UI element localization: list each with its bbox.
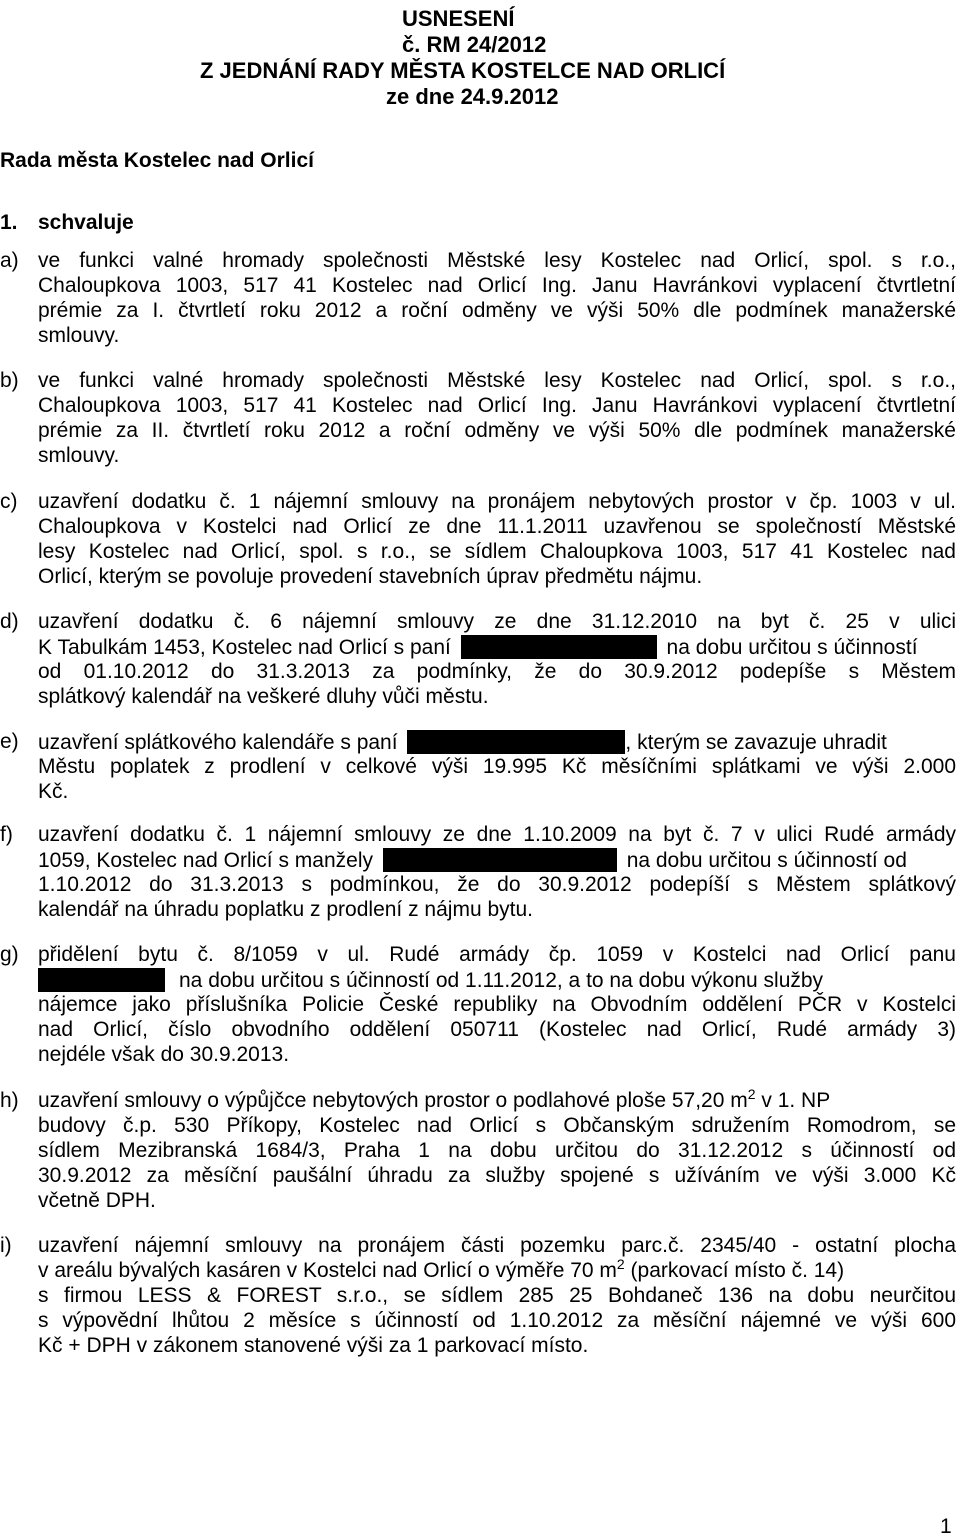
item-line: Chaloupkova 1003, 517 41 Kostelec nad Orlicí Ing. Janu Havránkovi vyplacení čtvrtletní — [38, 394, 956, 417]
item-line: od 01.10.2012 do 31.3.2013 za podmínky, že do 30.9.2012 podepíše s Městem — [38, 660, 956, 683]
item-line: smlouvy. — [38, 444, 120, 467]
item-line — [38, 635, 918, 660]
page-number: 1 — [940, 1515, 952, 1538]
item-label: b) — [0, 369, 19, 392]
redaction-bar — [461, 635, 657, 659]
item-line: přidělení bytu č. 8/1059 v ul. Rudé armády čp. 1059 v Kostelci nad Orlicí panu — [38, 943, 956, 966]
item-line: Kč + DPH v zákonem stanovené výši za 1 parkovací místo. — [38, 1334, 589, 1357]
document-subtitle: Z JEDNÁNÍ RADY MĚSTA KOSTELCE NAD ORLICÍ — [200, 58, 726, 83]
item-line: smlouvy. — [38, 324, 120, 347]
item-line: Orlicí, kterým se povoluje provedení stavebních úprav předmětu nájmu. — [38, 565, 703, 588]
item-line: prémie za I. čtvrtletí roku 2012 a roční odměny ve výši 50% dle podmínek manažerské — [38, 299, 956, 322]
item-line: lesy Kostelec nad Orlicí, spol. s r.o., se sídlem Chaloupkova 1003, 517 41 Kostelec nad — [38, 540, 956, 563]
item-line: ve funkci valné hromady společnosti Městské lesy Kostelec nad Orlicí, spol. s r.o., — [38, 369, 956, 392]
item-text: v areálu bývalých kasáren v Kostelci nad Orlicí o výměře 70 m — [38, 1259, 617, 1282]
superscript: 2 — [747, 1086, 756, 1102]
item-text: K Tabulkám 1453, Kostelec nad Orlicí s paní — [38, 636, 451, 659]
item-label: d) — [0, 610, 19, 633]
item-line: budovy č.p. 530 Příkopy, Kostelec nad Orlicí s Občanským sdružením Romodrom, se — [38, 1114, 956, 1137]
item-line: Chaloupkova 1003, 517 41 Kostelec nad Orlicí Ing. Janu Havránkovi vyplacení čtvrtletní — [38, 274, 956, 297]
section-title: schvaluje — [38, 211, 134, 234]
item-line: splátkový kalendář na veškeré dluhy vůči městu. — [38, 685, 489, 708]
item-line: kalendář na úhradu poplatku z prodlení z nájmu bytu. — [38, 898, 533, 921]
item-line: Kč. — [38, 780, 69, 803]
item-text: (parkovací místo č. 14) — [624, 1259, 845, 1282]
section-label: 1. — [0, 211, 18, 234]
item-line: s firmou LESS & FOREST s.r.o., se sídlem 285 25 Bohdaneč 136 na dobu neurčitou — [38, 1284, 956, 1307]
item-line: uzavření dodatku č. 1 nájemní smlouvy ze dne 1.10.2009 na byt č. 7 v ulici Rudé armády — [38, 823, 956, 846]
redaction-bar — [38, 968, 165, 992]
redaction-bar — [383, 848, 617, 872]
item-line: 1.10.2012 do 31.3.2013 s podmínkou, že do 30.9.2012 podepíší s Městem splátkový — [38, 873, 956, 896]
item-label: i) — [0, 1234, 12, 1257]
item-line — [38, 1086, 831, 1113]
superscript: 2 — [616, 1256, 625, 1272]
item-line: ve funkci valné hromady společnosti Městské lesy Kostelec nad Orlicí, spol. s r.o., — [38, 249, 956, 272]
item-line: uzavření nájemní smlouvy na pronájem části pozemku parc.č. 2345/40 - ostatní plocha — [38, 1234, 956, 1257]
item-line: 30.9.2012 za měsíční paušální úhradu za služby spojené s užíváním ve výši 3.000 Kč — [38, 1164, 956, 1187]
item-label: h) — [0, 1089, 19, 1112]
item-line — [38, 968, 823, 993]
redaction-bar — [407, 730, 625, 754]
item-line: prémie za II. čtvrtletí roku 2012 a roční odměny ve výši 50% dle podmínek manažerské — [38, 419, 956, 442]
item-line: sídlem Mezibranská 1684/3, Praha 1 na dobu určitou do 31.12.2012 s účinností od — [38, 1139, 956, 1162]
item-text: uzavření smlouvy o výpůjčce nebytových prostor o podlahové ploše 57,20 m — [38, 1089, 748, 1112]
item-label: e) — [0, 730, 19, 753]
item-text: uzavření splátkového kalendáře s paní — [38, 731, 398, 754]
item-line: uzavření dodatku č. 6 nájemní smlouvy ze dne 31.12.2010 na byt č. 25 v ulici — [38, 610, 956, 633]
document-title: USNESENÍ — [402, 6, 515, 31]
item-line: Městu poplatek z prodlení v celkové výši 19.995 Kč měsíčními splátkami ve výši 2.000 — [38, 755, 956, 778]
item-line: včetně DPH. — [38, 1189, 156, 1212]
item-line — [38, 730, 887, 755]
item-line: nejdéle však do 30.9.2013. — [38, 1043, 290, 1066]
item-label: c) — [0, 490, 18, 513]
item-text: v 1. NP — [755, 1089, 831, 1112]
council-intro: Rada města Kostelec nad Orlicí — [0, 149, 314, 172]
item-label: a) — [0, 249, 19, 272]
item-line: s výpovědní lhůtou 2 měsíce s účinností od 1.10.2012 za měsíční nájemné ve výši 600 — [38, 1309, 956, 1332]
item-line — [38, 1256, 845, 1283]
item-text: 1059, Kostelec nad Orlicí s manžely — [38, 849, 373, 872]
item-line: Chaloupkova v Kostelci nad Orlicí ze dne 11.1.2011 uzavřenou se společností Městské — [38, 515, 956, 538]
document-date: ze dne 24.9.2012 — [386, 84, 559, 109]
item-text: , kterým se zavazuje uhradit — [625, 731, 887, 754]
item-text: na dobu určitou s účinností od — [626, 849, 907, 872]
resolution-number: č. RM 24/2012 — [402, 32, 547, 57]
item-label: f) — [0, 823, 13, 846]
item-label: g) — [0, 943, 19, 966]
item-line — [38, 848, 907, 873]
item-text: na dobu určitou s účinností — [666, 636, 918, 659]
item-line: nájemce jako příslušníka Policie České republiky na Obvodním oddělení PČR v Kostelci — [38, 993, 956, 1016]
item-line: uzavření dodatku č. 1 nájemní smlouvy na pronájem nebytových prostor v čp. 1003 v ul. — [38, 490, 956, 513]
item-line: nad Orlicí, číslo obvodního oddělení 050711 (Kostelec nad Orlicí, Rudé armády 3) — [38, 1018, 956, 1041]
item-text: na dobu určitou s účinností od 1.11.2012, a to na dobu výkonu služby — [179, 969, 824, 992]
